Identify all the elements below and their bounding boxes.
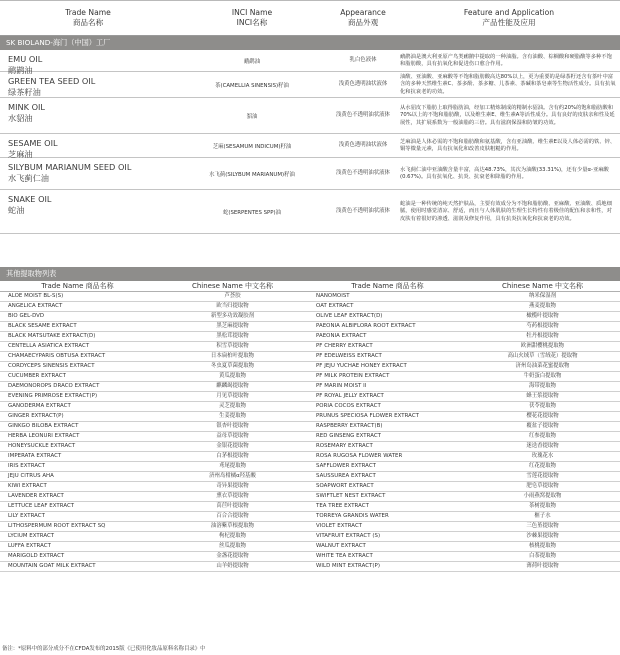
- extract-chinese-name: 海带提取物: [529, 383, 556, 389]
- product-feature: 水飞蓟仁油中亚油酸含量丰富，高达48.73%，其次为油酸(33.31%)，还有少量α-亚麻酸(0.67%)。具有抗氧化、抗炎、抗衰老和降脂的作用。: [400, 166, 609, 180]
- extract-trade-name: TORREYA GRANDIS WATER: [316, 513, 389, 519]
- extract-trade-name: DAEMONOROPS DRACO EXTRACT: [8, 383, 100, 389]
- header-app-en: Appearance: [340, 8, 386, 17]
- extract-trade-name: MARIGOLD EXTRACT: [8, 553, 65, 559]
- header-trade-cn: 商品名称: [72, 18, 104, 27]
- extract-chinese-name: 黄瓜提取物: [219, 373, 246, 379]
- extract-trade-name: SOAPWORT EXTRACT: [316, 483, 374, 489]
- extract-chinese-name: 奇异果提取物: [216, 483, 249, 489]
- product-inci: 水飞蓟(SILYBUM MARIANUM)籽油: [209, 171, 295, 178]
- extract-trade-name: CORDYCEPS SINENSIS EXTRACT: [8, 363, 95, 369]
- extract-trade-name: LAVENDER EXTRACT: [8, 493, 64, 499]
- extract-trade-name: OAT EXTRACT: [316, 303, 354, 309]
- extract-trade-name: SAFFLOWER EXTRACT: [316, 463, 376, 469]
- extract-trade-name: PAEONIA ALBIFLORA ROOT EXTRACT: [316, 323, 416, 329]
- table-row: [0, 312, 620, 322]
- header-app-cn: 商品外观: [347, 18, 379, 27]
- extract-trade-name: PF MARIN MOIST II: [316, 383, 367, 389]
- extract-trade-name: ALOE MOIST BL-S(S): [8, 293, 64, 299]
- extract-chinese-name: 茯苓提取物: [529, 403, 556, 409]
- table-row: [0, 442, 620, 452]
- extract-trade-name: HERBA LEONURI EXTRACT: [8, 433, 80, 439]
- extract-table: [0, 267, 620, 572]
- extract-trade-name: VITAFRUIT EXTRACT (S): [316, 533, 381, 539]
- extract-chinese-name: 益母草提取物: [216, 433, 249, 439]
- extract-trade-name: BLACK MATSUTAKE EXTRACT(D): [8, 333, 96, 339]
- header-trade-en: Trade Name: [65, 8, 111, 17]
- table-row: [0, 552, 620, 562]
- extract-chinese-name: 纳米保湿剂: [529, 293, 556, 299]
- extract-trade-name: IRIS EXTRACT: [8, 463, 46, 469]
- product-inci: 芝麻(SESAMUM INDICUM)籽油: [212, 143, 292, 150]
- product-name-en: MINK OIL: [8, 102, 45, 112]
- extract-trade-name: PF CHERRY EXTRACT: [316, 343, 373, 349]
- extract-trade-name: OLIVE LEAF EXTRACT(D): [316, 313, 383, 319]
- extract-chinese-name: 覆盆子提取物: [526, 423, 559, 429]
- extract-chinese-name: 新型多功效凝胶剂: [210, 313, 255, 319]
- product-feature: 鸸鹋油是澳大利亚原产鸟类鸸鹋中提取的一种油脂。含有油酸、棕榈酸和硬脂酸等多种不饱和脂肪酸，具有抗氧化和促进伤口愈合作用。: [400, 53, 612, 67]
- extract-trade-name: PF MILK PROTEIN EXTRACT: [316, 373, 390, 379]
- extract-trade-name: LILY EXTRACT: [8, 513, 45, 519]
- extract-trade-name: WHITE TEA EXTRACT: [316, 553, 373, 559]
- product-appearance: 浅黄色不透明油状液体: [336, 112, 390, 118]
- extract-trade-name: NANOMOIST: [316, 293, 350, 299]
- product-row: [0, 98, 620, 134]
- product-row: [0, 134, 620, 158]
- product-name-en: GREEN TEA SEED OIL: [8, 76, 96, 86]
- table-row: [0, 542, 620, 552]
- col-trade-right: Trade Name 商品名称: [351, 282, 424, 290]
- extract-chinese-name: 月见草提取物: [216, 393, 249, 399]
- product-table: [0, 0, 620, 234]
- extract-chinese-name: 丝瓜提取物: [219, 543, 246, 549]
- extract-trade-name: RED GINSENG EXTRACT: [316, 433, 381, 439]
- table-row: [0, 532, 620, 542]
- extract-trade-name: ANGELICA EXTRACT: [8, 303, 63, 309]
- product-name-en: SNAKE OIL: [8, 194, 52, 204]
- table-row: [0, 472, 620, 482]
- extract-chinese-name: 金盏花提取物: [216, 553, 249, 559]
- product-name-cn: 鸸鹋油: [8, 64, 33, 75]
- product-name-en: SESAME OIL: [8, 138, 58, 148]
- extract-chinese-name: 芍药根提取物: [526, 323, 559, 329]
- extract-trade-name: IMPERATA EXTRACT: [8, 453, 62, 459]
- extract-trade-name: CUCUMBER EXTRACT: [8, 373, 66, 379]
- extract-chinese-name: 白茅根提取物: [216, 453, 249, 459]
- table-row: [0, 512, 620, 522]
- product-name: [0, 72, 176, 97]
- extract-chinese-name: 三色堇提取物: [526, 523, 559, 529]
- extract-chinese-name: 灵芝提取物: [219, 403, 246, 409]
- table-row: [0, 402, 620, 412]
- extract-chinese-name: 山羊奶提取物: [216, 563, 249, 569]
- col-chinese-left: Chinese Name 中文名称: [191, 282, 274, 290]
- extract-chinese-name: 莴苣叶提取物: [216, 503, 249, 509]
- col-trade-left: Trade Name 商品名称: [41, 282, 114, 290]
- product-name: [0, 158, 176, 189]
- extract-trade-name: CENTELLA ASIATICA EXTRACT: [8, 343, 90, 349]
- extract-chinese-name: 积雪草提取物: [216, 343, 249, 349]
- extract-chinese-name: 生姜提取物: [219, 413, 246, 419]
- extract-trade-name: EVENING PRIMROSE EXTRACT(P): [8, 393, 98, 399]
- extract-trade-name: BIO GEL-DVD: [8, 313, 45, 319]
- table-row: [0, 382, 620, 392]
- extract-trade-name: LYCIUM EXTRACT: [8, 533, 55, 539]
- extract-trade-name: ROSA RUGOSA FLOWER WATER: [316, 453, 403, 459]
- extract-trade-name: GINKGO BILOBA EXTRACT: [8, 423, 79, 429]
- extract-chinese-name: 红参提取物: [529, 433, 556, 439]
- extract-chinese-name: 银杏叶提取物: [216, 423, 249, 429]
- product-row: [0, 158, 620, 190]
- header-inci-en: INCI Name: [231, 8, 273, 17]
- extract-trade-name: PF ROYAL JELLY EXTRACT: [316, 393, 384, 399]
- table-row: [0, 502, 620, 512]
- extract-chinese-name: 燕麦提取物: [529, 303, 556, 309]
- extract-chinese-name: 熏衣草提取物: [216, 493, 249, 499]
- product-row: [0, 190, 620, 234]
- product-inci: 蛇(SERPENTES SPP)油: [222, 209, 281, 216]
- extract-trade-name: PF JEJU YUCHAE HONEY EXTRACT: [316, 363, 407, 369]
- extract-chinese-name: 济州岛柑橘α羟基酸: [209, 473, 256, 479]
- table-row: [0, 562, 620, 572]
- header-appearance: [328, 1, 398, 35]
- extract-chinese-name: 鸢尾提取物: [219, 463, 246, 469]
- product-appearance: 浅黄色透明油状液体: [338, 142, 388, 148]
- extract-chinese-name: 麒麟竭提取物: [216, 383, 249, 389]
- extract-trade-name: CHAMAECYPARIS OBTUSA EXTRACT: [8, 353, 106, 359]
- product-feature: 油酸、亚油酸、亚麻酸等不饱和脂肪酸高达80%以上，更为重要的是绿茶籽还含有茶叶中富含的多种天然维生素C、茶多酚、茶多糖、儿茶素、茶碱和茶皂素等生物活性成分。具有抗氧化和抗衰老的功效。: [400, 73, 616, 95]
- extract-chinese-name: 济州岛油菜花蜜提取物: [515, 363, 570, 369]
- table-row: [0, 352, 620, 362]
- extract-chinese-name: 高山火绒草（雪绒花）提取物: [507, 353, 578, 359]
- extract-trade-name: TEA TREE EXTRACT: [316, 503, 369, 509]
- extract-trade-name: HONEYSUCKLE EXTRACT: [8, 443, 76, 449]
- product-name-cn: 水飞蓟仁油: [8, 172, 49, 183]
- product-appearance: 浅黄色不透明油状液体: [336, 170, 390, 176]
- extract-trade-name: LETTUCE LEAF EXTRACT: [8, 503, 75, 509]
- product-appearance: 乳白色液体: [349, 57, 377, 63]
- extract-trade-name: GINGER EXTRACT(P): [8, 413, 64, 419]
- extract-trade-name: PAEONIA EXTRACT: [316, 333, 367, 339]
- table-row: [0, 372, 620, 382]
- extract-chinese-name: 樱花花提取物: [526, 413, 559, 419]
- product-feature: 蛇油是一种传统的纯天然护肤品，主要有效成分为不饱和脂肪酸、亚麻酸、亚油酸、质地细腻，使用时感觉清凉、舒适，而且与人体肌肤的生理生长特性有着极佳的配伍和亲和性，对皮肤有着很好的渗透、滋润及修复作用，具有抗炎抗氧化和抗衰老的功效。: [400, 200, 612, 222]
- product-row: [0, 50, 620, 75]
- product-name-cn: 绿茶籽油: [8, 86, 41, 97]
- product-inci: 茶(CAMELLIA SINENSIS)籽油: [215, 82, 289, 89]
- product-appearance: 浅黄色透明油状液体: [338, 81, 388, 87]
- extract-trade-name: BLACK SESAME EXTRACT: [8, 323, 77, 329]
- extract-trade-name: SWIFTLET NEST EXTRACT: [316, 493, 386, 499]
- table-row: [0, 302, 620, 312]
- extract-chinese-name: 蜂王浆提取物: [526, 393, 559, 399]
- extract-trade-name: ROSEMARY EXTRACT: [316, 443, 373, 449]
- product-name-cn: 芝麻油: [8, 148, 33, 159]
- header-inci-cn: INCI名称: [236, 18, 268, 27]
- section-title: SK BIOLAND-海门（中国）工厂: [0, 36, 620, 50]
- product-name: [0, 98, 176, 133]
- product-name-cn: 蛇油: [8, 204, 25, 215]
- table-row: [0, 452, 620, 462]
- extract-trade-name: LITHOSPERMUM ROOT EXTRACT SQ: [8, 523, 106, 529]
- extract-trade-name: GANODERMA EXTRACT: [8, 403, 71, 409]
- product-name: [0, 134, 176, 157]
- extract-chinese-name: 玫瑰花水: [531, 453, 554, 459]
- extract-chinese-name: 核桃提取物: [529, 543, 556, 549]
- extract-chinese-name: 白茶提取物: [529, 553, 556, 559]
- extract-chinese-name: 雪莲花提取物: [526, 473, 559, 479]
- extract-trade-name: LUFFA EXTRACT: [8, 543, 51, 549]
- extract-chinese-name: 芦荟胶: [224, 293, 241, 299]
- header-feature: [398, 1, 620, 35]
- extract-trade-name: RASPBERRY EXTRACT(B): [316, 423, 383, 429]
- table-row: [0, 432, 620, 442]
- extract-chinese-name: 榧子水: [534, 513, 551, 519]
- product-row: [0, 72, 620, 98]
- product-feature: 从水貂皮下脂肪上取得脂肪油，经加工精炼制成的精制水貂油。含有约20%的饱和脂肪酸和70%以上的不饱和脂肪酸，以及维生素E、维生素A等活性成分。具有良好的皮肤亲和性及延展性，其扩展系数为一般油脂的三倍。具有滋润保湿和防皱的功效。: [400, 104, 615, 126]
- extract-chinese-name: 欧洲甜樱桃提取物: [520, 343, 565, 349]
- extract-trade-name: PF EDELWEISS EXTRACT: [316, 353, 382, 359]
- extract-trade-name: WALNUT EXTRACT: [316, 543, 366, 549]
- extract-chinese-name: 百合合提取物: [216, 513, 249, 519]
- table-row: [0, 292, 620, 302]
- product-rows: [0, 50, 620, 234]
- extract-trade-name: SAUSSUREA EXTRACT: [316, 473, 376, 479]
- extract-trade-name: KIWI EXTRACT: [8, 483, 47, 489]
- extract-trade-name: MOUNTAIN GOAT MILK EXTRACT: [8, 563, 96, 569]
- extract-chinese-name: 迷迭香提取物: [526, 443, 559, 449]
- product-name: [0, 50, 176, 75]
- extract-chinese-name: 枸杞提取物: [219, 533, 246, 539]
- extract-chinese-name: 薄荷叶提取物: [526, 563, 559, 569]
- product-name-en: SILYBUM MARIANUM SEED OIL: [8, 162, 132, 172]
- extract-rows: [0, 292, 620, 572]
- extract-trade-name: VIOLET EXTRACT: [316, 523, 363, 529]
- extract-trade-name: PORIA COCOS EXTRACT: [316, 403, 381, 409]
- extract-chinese-name: 牛奶蛋白提取物: [523, 373, 562, 379]
- product-inci: 鸸鹋油: [243, 58, 261, 65]
- product-appearance: 浅黄色不透明油状液体: [336, 208, 390, 214]
- extract-chinese-name: 金银花提取物: [216, 443, 249, 449]
- product-name: [0, 190, 176, 233]
- table-row: [0, 462, 620, 472]
- footnote: 备注：*原料中的部分成分不在CFDA发布的2015版《已使用化妆品原料名称目录》中: [2, 646, 206, 652]
- table-row: [0, 342, 620, 352]
- table-row: [0, 362, 620, 372]
- section-title-extracts: 其他提取物列表: [0, 267, 620, 281]
- table-row: [0, 332, 620, 342]
- header-feat-en: Feature and Application: [463, 8, 555, 17]
- table-row: [0, 322, 620, 332]
- extract-chinese-name: 茶树提取物: [529, 503, 556, 509]
- extract-chinese-name: 冬虫夏草菌提取物: [210, 363, 255, 369]
- extract-chinese-name: 欧当归提取物: [216, 303, 249, 309]
- extract-trade-name: JEJU CITRUS AHA: [8, 473, 54, 479]
- table-header: [0, 0, 620, 36]
- table-row: [0, 392, 620, 402]
- table-row: [0, 522, 620, 532]
- extract-chinese-name: 黑芝麻提取物: [216, 323, 249, 329]
- extract-chinese-name: 肥皂草提取物: [526, 483, 559, 489]
- product-name-en: EMU OIL: [8, 54, 43, 64]
- extract-chinese-name: 油溶紫草根提取物: [210, 523, 255, 529]
- extract-chinese-name: 牡丹根提取物: [526, 333, 559, 339]
- product-inci: 貂油: [246, 113, 258, 120]
- table-row: [0, 412, 620, 422]
- table-row: [0, 422, 620, 432]
- product-feature: 芝麻油是人体必需的不饱和脂肪酸和氨基酸，含有亚油酸、维生素E以及人体必需的铁、锌、铜等微量元素，具有抗氧化和改善皮肤粗糙的作用。: [400, 138, 616, 152]
- extract-chinese-name: 黑松茸提取物: [216, 333, 249, 339]
- table-row: [0, 482, 620, 492]
- extract-trade-name: PRUNUS SPECIOSA FLOWER EXTRACT: [316, 413, 419, 419]
- extract-trade-name: WILD MINT EXTRACT(P): [316, 563, 380, 569]
- extract-chinese-name: 日本扁柏叶提取物: [210, 353, 255, 359]
- header-feat-cn: 产品性能及应用: [482, 18, 536, 27]
- product-name-cn: 水貂油: [8, 112, 33, 123]
- header-inci-name: [176, 1, 328, 35]
- table-row: [0, 492, 620, 502]
- col-chinese-right: Chinese Name 中文名称: [501, 282, 584, 290]
- extract-chinese-name: 小雨燕窝提取物: [523, 493, 562, 499]
- extract-chinese-name: 橄榄叶提取物: [526, 313, 559, 319]
- extract-chinese-name: 红花提取物: [529, 463, 556, 469]
- header-trade-name: [0, 1, 176, 35]
- extract-table-header: [0, 281, 620, 292]
- extract-chinese-name: 沙棘果提取物: [526, 533, 559, 539]
